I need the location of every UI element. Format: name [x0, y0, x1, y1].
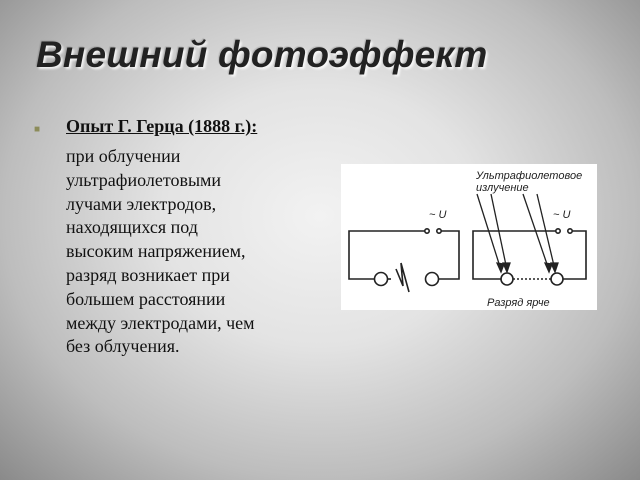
- left-circuit-wire-top: [349, 231, 427, 279]
- bullet-marker: ■: [34, 124, 41, 135]
- uv-ray-3: [523, 194, 549, 270]
- hertz-experiment-diagram: [341, 164, 597, 310]
- right-terminal-1: [556, 229, 560, 233]
- body-line: при облучении: [66, 146, 181, 166]
- uv-ray-2: [491, 194, 507, 270]
- right-electrode-2: [551, 273, 563, 285]
- left-circuit-wire-right: [438, 231, 459, 279]
- uv-label-line1: Ультрафиолетовое: [476, 170, 583, 182]
- right-circuit-wire-right: [563, 231, 586, 279]
- left-circuit: [349, 229, 459, 292]
- body-line: ультрафиолетовыми: [66, 169, 222, 190]
- right-terminal-2: [568, 229, 572, 233]
- body-line: разряд возникает при: [66, 264, 230, 285]
- body-line: между электродами, чем: [66, 312, 255, 333]
- body-paragraph: [66, 145, 326, 359]
- right-electrode-1: [501, 273, 513, 285]
- voltage-label-left: ~ U: [429, 209, 447, 221]
- right-circuit: [473, 229, 586, 285]
- left-terminal-1: [425, 229, 429, 233]
- right-circuit-wire-top: [473, 231, 558, 279]
- discharge-label: Разряд ярче: [487, 297, 550, 309]
- diagram-svg: [341, 164, 597, 310]
- uv-ray-arrowhead-4: [551, 263, 558, 272]
- left-electrode-1: [375, 273, 388, 286]
- uv-ray-4: [537, 194, 555, 270]
- uv-rays: [477, 194, 558, 272]
- slide-title: Внешний фотоэффект: [36, 34, 488, 75]
- body-line: без облучения.: [66, 336, 180, 357]
- spark-zigzag: [396, 263, 409, 292]
- left-electrode-2: [426, 273, 439, 286]
- left-terminal-2: [437, 229, 441, 233]
- body-line: высоким напряжением,: [66, 241, 246, 262]
- uv-ray-1: [477, 194, 501, 270]
- body-line: большем расстоянии: [66, 288, 226, 309]
- body-line: находящихся под: [66, 217, 198, 238]
- body-line: лучами электродов,: [66, 193, 217, 214]
- bullet-heading: Опыт Г. Герца (1888 г.):: [66, 116, 258, 136]
- uv-label-line2: излучение: [476, 182, 529, 194]
- uv-ray-arrowhead-2: [503, 263, 510, 272]
- voltage-label-right: ~ U: [553, 209, 571, 221]
